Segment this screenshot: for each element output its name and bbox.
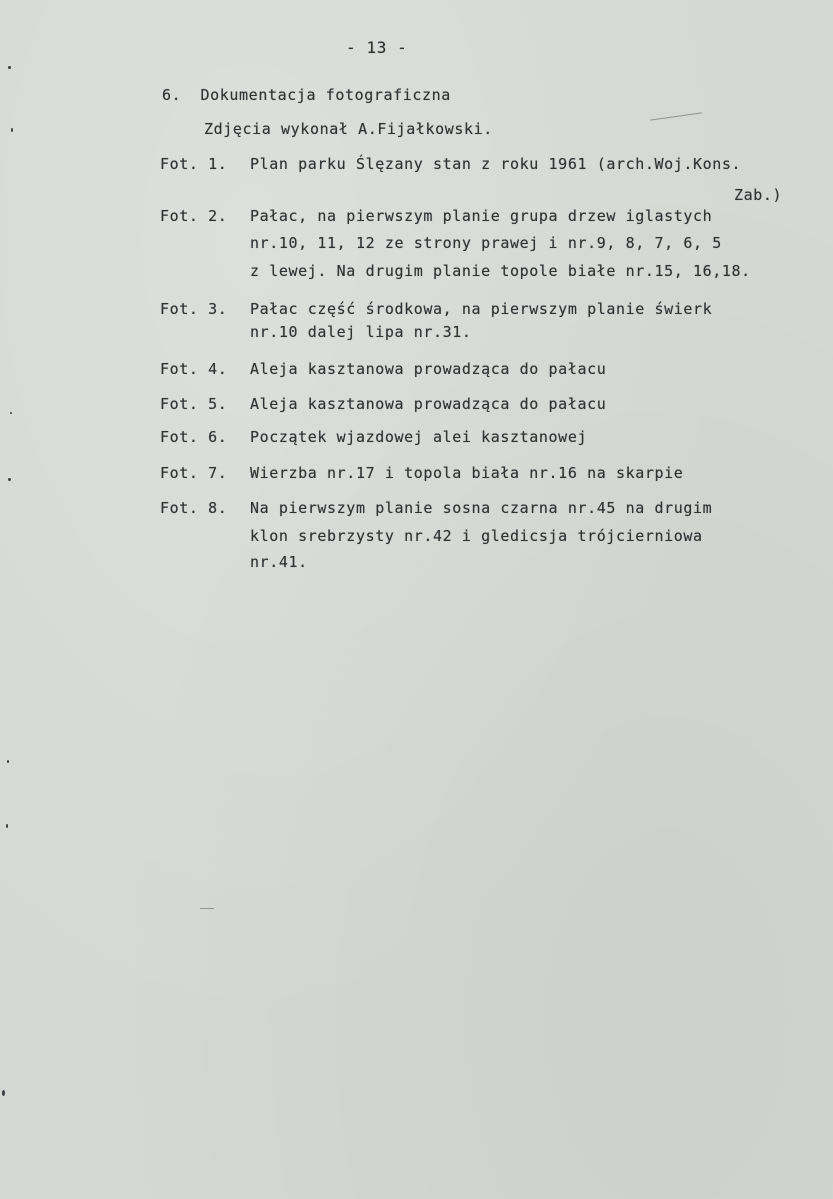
pencil-mark xyxy=(650,112,702,120)
section-heading xyxy=(162,86,451,104)
margin-speck xyxy=(2,1090,5,1096)
entry-label: Fot. 5. xyxy=(160,395,228,413)
entry-line: Plan parku Ślęzany stan z roku 1961 (arch.Woj.Kons. xyxy=(250,155,742,173)
entry-line: Zab.) xyxy=(734,186,783,204)
pencil-mark xyxy=(200,908,214,909)
entry-line: Aleja kasztanowa prowadząca do pałacu xyxy=(250,395,607,413)
margin-speck xyxy=(11,128,13,132)
entry-line: Pałac, na pierwszym planie grupa drzew iglastych xyxy=(250,207,713,225)
photographer-credit: Zdjęcia wykonał A.Fijałkowski. xyxy=(204,120,493,138)
entry-line: nr.41. xyxy=(250,553,308,571)
margin-speck xyxy=(8,478,11,481)
entry-label: Fot. 7. xyxy=(160,464,228,482)
entry-label: Fot. 8. xyxy=(160,499,228,517)
entry-line: Na pierwszym planie sosna czarna nr.45 na drugim xyxy=(250,499,713,517)
entry-label: Fot. 3. xyxy=(160,300,228,318)
entry-line: klon srebrzysty nr.42 i gledicsja trójcierniowa xyxy=(250,527,703,545)
entry-label: Fot. 1. xyxy=(160,155,228,173)
margin-speck xyxy=(6,824,8,828)
entry-line: Pałac część środkowa, na pierwszym planie świerk xyxy=(250,300,713,318)
page-number: - 13 - xyxy=(346,38,408,57)
entry-line: nr.10 dalej lipa nr.31. xyxy=(250,323,472,341)
entry-line: z lewej. Na drugim planie topole białe nr.15, 16,18. xyxy=(250,262,751,280)
section-number: 6. xyxy=(162,86,182,104)
entry-label: Fot. 4. xyxy=(160,360,228,378)
entry-line: Wierzba nr.17 i topola biała nr.16 na skarpie xyxy=(250,464,684,482)
entry-line: Początek wjazdowej alei kasztanowej xyxy=(250,428,588,446)
margin-speck xyxy=(10,412,12,414)
entry-label: Fot. 2. xyxy=(160,207,228,225)
entry-line: nr.10, 11, 12 ze strony prawej i nr.9, 8, 7, 6, 5 xyxy=(250,234,722,252)
section-title: Dokumentacja fotograficzna xyxy=(200,86,451,104)
margin-speck xyxy=(8,66,11,69)
margin-speck xyxy=(7,760,9,763)
entry-line: Aleja kasztanowa prowadząca do pałacu xyxy=(250,360,607,378)
entry-label: Fot. 6. xyxy=(160,428,228,446)
